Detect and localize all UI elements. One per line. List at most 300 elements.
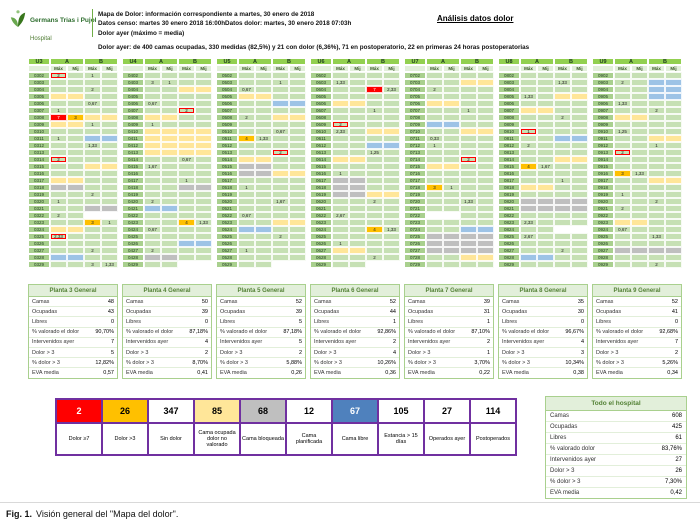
bed-cell (460, 212, 477, 219)
floor-row-value: 0,34 (667, 369, 678, 376)
bed-cell (289, 191, 306, 198)
bed-cell: 4 (238, 135, 255, 142)
bed-cell (665, 247, 682, 254)
bed-cell (366, 170, 383, 177)
bed-cell: 0,67 (272, 128, 289, 135)
bed-cell (648, 86, 665, 93)
bed-cell (665, 86, 682, 93)
room-number: 0907 (592, 107, 614, 114)
bed-cell (571, 226, 588, 233)
room-number: 0509 (216, 121, 238, 128)
hospital-row (546, 433, 686, 444)
subheader-mij: Mij (255, 65, 272, 72)
room-number: 0804 (498, 86, 520, 93)
bed-cell (537, 149, 554, 156)
bed-cell (460, 100, 477, 107)
bed-cell (571, 261, 588, 268)
bed-cell (383, 254, 400, 261)
bed-cell (383, 177, 400, 184)
floor-row (311, 338, 399, 348)
bed-cell (272, 184, 289, 191)
bed-cell (426, 219, 443, 226)
subheader-mij: Mij (665, 65, 682, 72)
room-number: 0322 (28, 212, 50, 219)
report-title: Mapa de Dolor: información correspondiente a martes, 30 enero de 2018 (98, 11, 315, 18)
room-number: 0310 (28, 128, 50, 135)
bed-cell: 1,33 (631, 170, 648, 177)
bed-cell (272, 177, 289, 184)
bed-cell (255, 86, 272, 93)
bed-cell (520, 261, 537, 268)
bed-cell (537, 107, 554, 114)
bed-cell (665, 72, 682, 79)
bed-cell (238, 149, 255, 156)
floor-row-value: 0,41 (197, 369, 208, 376)
floor-row-value: 1 (486, 349, 490, 356)
bed-cell (665, 205, 682, 212)
floor-row (217, 317, 305, 327)
bed-cell (537, 72, 554, 79)
bed-cell (571, 93, 588, 100)
bed-cell (537, 114, 554, 121)
bed-cell (383, 156, 400, 163)
bed-cell (161, 261, 178, 268)
bed-cell (272, 261, 289, 268)
floor-row-value: 39 (295, 308, 302, 315)
bed-cell (383, 247, 400, 254)
room-number: 0914 (592, 156, 614, 163)
bed-cell (460, 142, 477, 149)
bed-cell (332, 142, 349, 149)
wing-a-header: A (614, 58, 648, 65)
room-number: 0819 (498, 191, 520, 198)
bed-cell (144, 191, 161, 198)
room-number: 0722 (404, 212, 426, 219)
bed-cell (195, 205, 212, 212)
bed-cell (50, 149, 67, 156)
bed-cell (571, 163, 588, 170)
bed-cell (255, 107, 272, 114)
bed-cell (67, 205, 84, 212)
bed-cell (349, 254, 366, 261)
bed-cell (443, 93, 460, 100)
room-number: 0916 (592, 170, 614, 177)
bed-cell (195, 247, 212, 254)
bed-cell (67, 184, 84, 191)
bed-cell (648, 226, 665, 233)
bed-cell (289, 142, 306, 149)
bed-cell (178, 198, 195, 205)
bed-cell: 0,67 (614, 226, 631, 233)
bed-cell (50, 121, 67, 128)
bed-cell (477, 240, 494, 247)
bed-cell (443, 198, 460, 205)
bed-cell (366, 177, 383, 184)
bed-cell (67, 233, 84, 240)
bed-cell (178, 247, 195, 254)
bed-cell (383, 219, 400, 226)
floor-row-label: % valorado el dolor (220, 329, 268, 336)
unit-u5 (216, 58, 306, 268)
bed-cell (84, 149, 101, 156)
bed-cell (631, 93, 648, 100)
bed-cell (144, 170, 161, 177)
floor-row-value: 96,67% (565, 329, 584, 336)
bed-cell (366, 93, 383, 100)
floor-row (593, 368, 681, 377)
bed-cell (554, 72, 571, 79)
floor-row (217, 297, 305, 307)
room-number: 0312 (28, 142, 50, 149)
legend-label: Estancia > 15 días (378, 423, 424, 455)
room-number: 0424 (122, 226, 144, 233)
bed-cell (289, 184, 306, 191)
floor-row-value: 87,18% (283, 329, 302, 336)
bed-cell (50, 93, 67, 100)
bed-cell (349, 212, 366, 219)
bed-cell (289, 170, 306, 177)
floor-row (499, 317, 587, 327)
bed-cell (238, 177, 255, 184)
bed-cell (631, 254, 648, 261)
bed-cell (349, 240, 366, 247)
bed-cell (332, 156, 349, 163)
room-number: 0422 (122, 212, 144, 219)
room-number: 0419 (122, 191, 144, 198)
bed-cell: 2 (648, 198, 665, 205)
floor-row-value: 52 (671, 298, 678, 305)
room-number: 0802 (498, 72, 520, 79)
bed-cell (426, 100, 443, 107)
room-number: 0506 (216, 100, 238, 107)
bed-cell (289, 163, 306, 170)
bed-cell (238, 170, 255, 177)
bed-cell (571, 100, 588, 107)
legend-label: Cama libre (332, 423, 378, 455)
room-number: 0515 (216, 163, 238, 170)
bed-cell (477, 156, 494, 163)
floor-row-label: Dolor > 3 (502, 349, 525, 356)
floor-row-value: 0,22 (479, 369, 490, 376)
bed-cell (665, 212, 682, 219)
room-number: 0307 (28, 107, 50, 114)
bed-cell (571, 205, 588, 212)
room-number: 0410 (122, 128, 144, 135)
room-number: 0409 (122, 121, 144, 128)
floor-row-label: % dolor > 3 (596, 359, 624, 366)
bed-cell (460, 114, 477, 121)
room-number: 0413 (122, 149, 144, 156)
bed-cell (349, 170, 366, 177)
room-number: 0516 (216, 170, 238, 177)
subheader-max: Máx (648, 65, 665, 72)
bed-cell (178, 128, 195, 135)
room-number: 0405 (122, 93, 144, 100)
bed-cell: 3 (67, 114, 84, 121)
bed-cell (571, 254, 588, 261)
bed-cell (272, 170, 289, 177)
bed-cell (84, 170, 101, 177)
wing-b-header: B (554, 58, 588, 65)
bed-cell (477, 233, 494, 240)
hospital-row (546, 488, 686, 498)
room-number: 0513 (216, 149, 238, 156)
bed-cell (631, 247, 648, 254)
room-number: 0921 (592, 205, 614, 212)
bed-cell: 1 (144, 121, 161, 128)
bed-cell: 4 (366, 226, 383, 233)
bed-cell (520, 107, 537, 114)
bed-cell (383, 163, 400, 170)
bed-cell (648, 149, 665, 156)
bed-cell (443, 121, 460, 128)
bed-cell (238, 156, 255, 163)
unit-header: U3 (28, 58, 50, 65)
bed-cell (366, 72, 383, 79)
floor-row-value: 0,57 (103, 369, 114, 376)
hospital-row-label: Libres (550, 435, 567, 441)
bed-cell (255, 100, 272, 107)
room-number: 0704 (404, 86, 426, 93)
room-number: 0712 (404, 142, 426, 149)
bed-cell (101, 254, 118, 261)
room-number: 0302 (28, 72, 50, 79)
floor-row-label: % valorado el dolor (502, 329, 550, 336)
floor-row-label: Camas (596, 298, 614, 305)
bed-cell (537, 93, 554, 100)
hospital-row-value: 26 (675, 468, 682, 474)
bed-cell (460, 79, 477, 86)
bed-cell (144, 219, 161, 226)
bed-cell (537, 240, 554, 247)
bed-cell (195, 226, 212, 233)
room-number: 0703 (404, 79, 426, 86)
bed-cell: 2 (50, 156, 67, 163)
bed-cell (349, 86, 366, 93)
bed-cell (366, 79, 383, 86)
floor-row (593, 307, 681, 317)
hospital-row-value: 0,42 (670, 490, 682, 496)
room-number: 0423 (122, 219, 144, 226)
floor-row-label: Libres (220, 318, 235, 325)
bed-cell (571, 72, 588, 79)
floor-row (499, 297, 587, 307)
bed-cell (272, 163, 289, 170)
bed-cell (631, 233, 648, 240)
bed-cell (631, 128, 648, 135)
bed-cell (289, 233, 306, 240)
bed-cell: 1 (84, 72, 101, 79)
bed-cell: 3 (84, 261, 101, 268)
bed-cell (537, 184, 554, 191)
floor-row (499, 307, 587, 317)
room-number: 0528 (216, 254, 238, 261)
bed-cell (349, 135, 366, 142)
bed-cell (238, 254, 255, 261)
bed-cell (195, 135, 212, 142)
bed-cell (383, 93, 400, 100)
bed-cell (426, 205, 443, 212)
room-number: 0619 (310, 191, 332, 198)
floor-title: Planta 6 General (311, 285, 399, 297)
bed-cell (537, 142, 554, 149)
bed-cell (631, 177, 648, 184)
floor-title: Planta 7 General (405, 285, 493, 297)
bed-cell (255, 177, 272, 184)
legend-value: 114 (470, 399, 516, 423)
bed-cell (366, 142, 383, 149)
bed-cell (238, 240, 255, 247)
room-number: 0909 (592, 121, 614, 128)
unit-header: U4 (122, 58, 144, 65)
bed-cell: 1 (426, 142, 443, 149)
floor-row-label: Camas (408, 298, 426, 305)
bed-cell: 1,67 (537, 163, 554, 170)
bed-cell (178, 163, 195, 170)
bed-cell (67, 149, 84, 156)
hospital-row (546, 422, 686, 433)
bed-cell (426, 261, 443, 268)
floor-row-label: % valorado el dolor (126, 329, 174, 336)
room-number: 0420 (122, 198, 144, 205)
room-number: 0924 (592, 226, 614, 233)
bed-cell (195, 128, 212, 135)
room-number: 0504 (216, 86, 238, 93)
bed-cell (50, 254, 67, 261)
bed-cell (648, 79, 665, 86)
legend-value: 26 (102, 399, 148, 423)
bed-cell (144, 128, 161, 135)
bed-cell (383, 149, 400, 156)
hospital-name: Germans Trias i Pujol (30, 17, 97, 24)
room-number: 0505 (216, 93, 238, 100)
bed-cell (195, 72, 212, 79)
bed-cell: 0,67 (238, 212, 255, 219)
hospital-row-label: Camas (550, 413, 570, 419)
floor-row-value: 4 (204, 339, 208, 346)
room-number: 0927 (592, 247, 614, 254)
bed-cell (443, 100, 460, 107)
room-number: 0917 (592, 177, 614, 184)
bed-cell (349, 128, 366, 135)
subheader-mij: Mij (537, 65, 554, 72)
bed-cell (537, 198, 554, 205)
bed-cell (366, 128, 383, 135)
bed-cell (178, 233, 195, 240)
bed-cell (520, 121, 537, 128)
bed-cell (426, 128, 443, 135)
hospital-row-label: % valorado dolor (550, 446, 596, 452)
hospital-row (546, 477, 686, 488)
hospital-row-label: Ocupadas (550, 424, 578, 430)
bed-cell (383, 184, 400, 191)
bed-cell: 2 (238, 114, 255, 121)
floor-table (28, 284, 118, 379)
floor-row-value: 1 (392, 318, 396, 325)
unit-header: U5 (216, 58, 238, 65)
bed-cell (520, 100, 537, 107)
bed-cell (161, 247, 178, 254)
bed-cell (520, 86, 537, 93)
bed-cell: 0,67 (144, 226, 161, 233)
floor-row-value: 4 (392, 349, 396, 356)
bed-cell (255, 184, 272, 191)
bed-cell (84, 135, 101, 142)
subheader-max: Máx (84, 65, 101, 72)
room-number: 0406 (122, 100, 144, 107)
bed-cell (520, 247, 537, 254)
bed-cell (289, 247, 306, 254)
bed-cell: 1,25 (614, 128, 631, 135)
bed-cell (366, 114, 383, 121)
subheader-corner (28, 65, 50, 72)
hospital-row-label: Dolor > 3 (550, 468, 575, 474)
bed-cell (614, 86, 631, 93)
bed-cell (178, 191, 195, 198)
bed-cell (50, 205, 67, 212)
bed-cell (178, 79, 195, 86)
bed-cell (383, 205, 400, 212)
bed-cell (84, 156, 101, 163)
floor-row-value: 10,26% (377, 359, 396, 366)
bed-cell: 2 (460, 156, 477, 163)
bed-cell (349, 149, 366, 156)
bed-cell (477, 142, 494, 149)
bed-cell (477, 261, 494, 268)
room-number: 0702 (404, 72, 426, 79)
bed-cell (195, 142, 212, 149)
floor-row (311, 348, 399, 358)
bed-cell: 2 (84, 191, 101, 198)
floor-row-label: % dolor > 3 (220, 359, 248, 366)
bed-cell: 1,33 (332, 79, 349, 86)
bed-cell (332, 184, 349, 191)
room-number: 0922 (592, 212, 614, 219)
floor-row (499, 328, 587, 338)
bed-cell (144, 233, 161, 240)
room-number: 0305 (28, 93, 50, 100)
bed-cell (255, 128, 272, 135)
bed-cell (383, 212, 400, 219)
floor-row-value: 39 (483, 298, 490, 305)
bed-cell (50, 128, 67, 135)
bed-cell (195, 240, 212, 247)
bed-cell (426, 93, 443, 100)
floor-row (405, 317, 493, 327)
unit-u4 (122, 58, 212, 268)
subheader-mij: Mij (477, 65, 494, 72)
bed-cell (178, 86, 195, 93)
floor-row-value: 52 (295, 298, 302, 305)
wing-a-header: A (426, 58, 460, 65)
bed-cell (50, 170, 67, 177)
bed-cell (383, 128, 400, 135)
bed-cell: 1 (238, 184, 255, 191)
bed-cell (289, 205, 306, 212)
subheader-max: Máx (614, 65, 631, 72)
room-number: 0510 (216, 128, 238, 135)
bed-cell: 1,33 (101, 261, 118, 268)
bed-cell (571, 79, 588, 86)
floor-row (29, 348, 117, 358)
legend-table (55, 398, 517, 456)
bed-cell (255, 198, 272, 205)
bed-cell (571, 142, 588, 149)
bed-cell (349, 156, 366, 163)
bed-cell: 2,33 (383, 86, 400, 93)
bed-cell (195, 121, 212, 128)
wing-b-header: B (272, 58, 306, 65)
